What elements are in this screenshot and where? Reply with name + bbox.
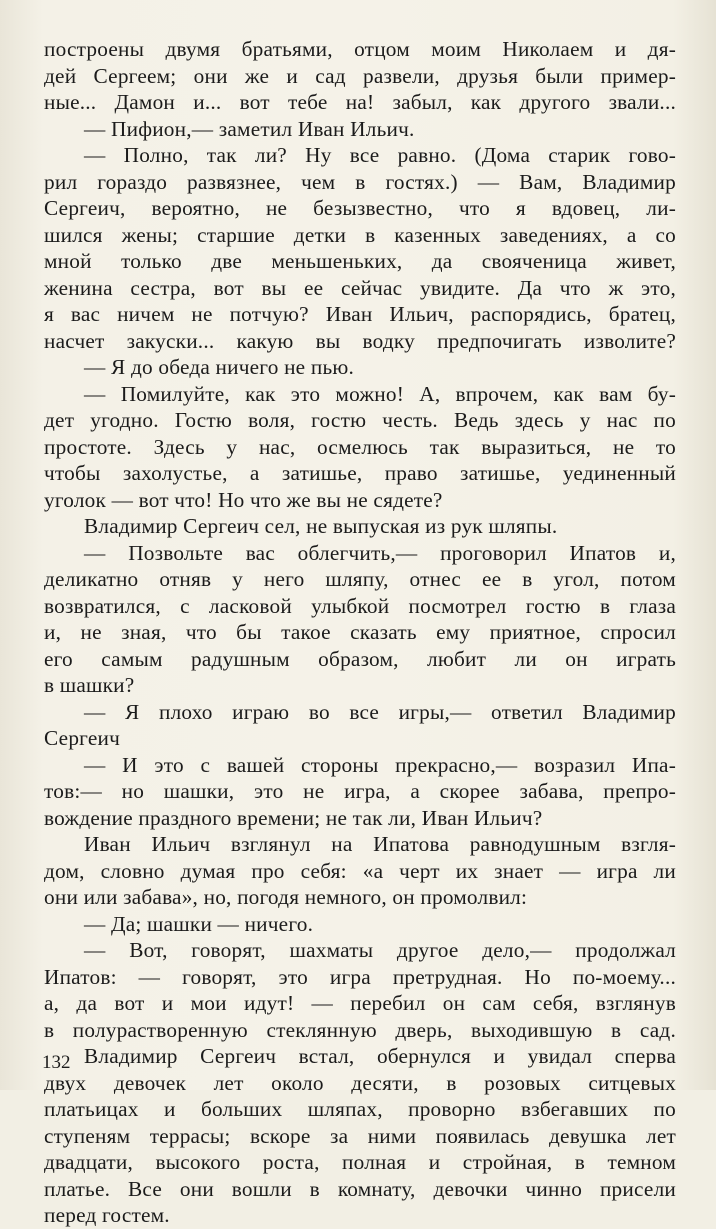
- text-line: — Я плохо играю во все игры,— ответил Владимир: [84, 699, 676, 724]
- text-line: я вас ничем не потчую? Иван Ильич, распорядись, братец,: [44, 302, 676, 326]
- text-line: чтобы захолустье, а затишье, право затишье, уединенный: [44, 461, 676, 485]
- text-line: — Позвольте вас облегчить,— проговорил Ипатов и,: [84, 540, 676, 565]
- text-line: и, не зная, что бы такое сказать ему приятное, спросил: [44, 620, 676, 644]
- text-line: тов:— но шашки, это не игра, а скорее забава, препро-: [44, 779, 676, 803]
- text-line: Сергеич, вероятно, не безызвестно, что я вдовец, ли-: [44, 196, 676, 220]
- text-line: насчет закуски... какую вы водку предпочигать изволите?: [44, 328, 676, 353]
- text-line: женина сестра, вот вы ее сейчас увидите. Да что ж это,: [44, 275, 676, 300]
- body-text: [44, 36, 676, 1229]
- text-line: Ипатов: — говорят, это игра претрудная. Но по-моему...: [44, 964, 676, 989]
- text-line: — Я до обеда ничего не пью.: [84, 355, 354, 379]
- text-line: — Полно, так ли? Ну все равно. (Дома старик гово-: [84, 143, 676, 167]
- text-line: — Да; шашки — ничего.: [84, 911, 314, 936]
- text-line: рил гораздо развязнее, чем в гостях.) — Вам, Владимир: [44, 169, 676, 194]
- text-line: перед гостем.: [44, 1203, 170, 1227]
- text-line: его самым радушным образом, любит ли он играть: [44, 646, 676, 671]
- text-line: деликатно отняв у него шляпу, отнес ее в угол, потом: [44, 567, 676, 591]
- text-line: — Помилуйте, как это можно! А, впрочем, как вам бу-: [84, 381, 676, 406]
- text-line: уголок — вот что! Но что же вы не сядете?: [44, 487, 443, 512]
- text-line: дом, словно думая про себя: «а черт их знает — игра ли: [44, 858, 676, 883]
- text-line: — Вот, говорят, шахматы другое дело,— продолжал: [84, 938, 676, 962]
- text-line: дей Сергеем; они же и сад развели, друзья были пример-: [44, 63, 676, 88]
- text-line: — И это с вашей стороны прекрасно,— возразил Ипа-: [84, 752, 676, 777]
- text-line: в шашки?: [44, 673, 135, 697]
- text-line: простоте. Здесь у нас, осмелюсь так выразиться, не то: [44, 434, 676, 459]
- text-line: они или забава», но, погодя немного, он промолвил:: [44, 885, 528, 909]
- text-line: двух девочек лет около десяти, в розовых ситцевых: [44, 1070, 676, 1095]
- text-line: возвратился, с ласковой улыбкой посмотрел гостю в глаза: [44, 593, 676, 618]
- text-line: а, да вот и мои идут! — перебил он сам себя, взглянув: [44, 991, 676, 1015]
- text-line: Иван Ильич взглянул на Ипатова равнодушным взгля-: [84, 832, 676, 856]
- text-line: построены двумя братьями, отцом моим Николаем и дя-: [44, 37, 676, 61]
- text-line: мной только две меньшеньких, да свояченица живет,: [44, 249, 676, 273]
- text-line: Сергеич: [44, 726, 120, 750]
- text-line: вождение праздного времени; не так ли, Иван Ильич?: [44, 805, 543, 830]
- text-line: Владимир Сергеич сел, не выпуская из рук шляпы.: [84, 514, 558, 538]
- text-line: двадцати, высокого роста, полная и стройная, в темном: [44, 1150, 676, 1174]
- text-line: шился жены; старшие детки в казенных заведениях, а со: [44, 222, 676, 247]
- text-line: в полурастворенную стеклянную дверь, выходившую в сад.: [44, 1017, 676, 1042]
- text-line: ступеням террасы; вскоре за ними появилась девушка лет: [44, 1123, 676, 1148]
- text-line: — Пифион,— заметил Иван Ильич.: [84, 116, 415, 141]
- page-number: 132: [42, 1052, 71, 1073]
- text-line: Владимир Сергеич встал, обернулся и увидал сперва: [84, 1044, 676, 1068]
- text-line: платье. Все они вошли в комнату, девочки чинно присели: [44, 1176, 676, 1201]
- text-line: ные... Дамон и... вот тебе на! забыл, как другого звали...: [44, 90, 676, 114]
- text-line: платьицах и больших шляпах, проворно взбегавших по: [44, 1097, 676, 1121]
- text-line: дет угодно. Гостю воля, гостю честь. Ведь здесь у нас по: [44, 408, 676, 432]
